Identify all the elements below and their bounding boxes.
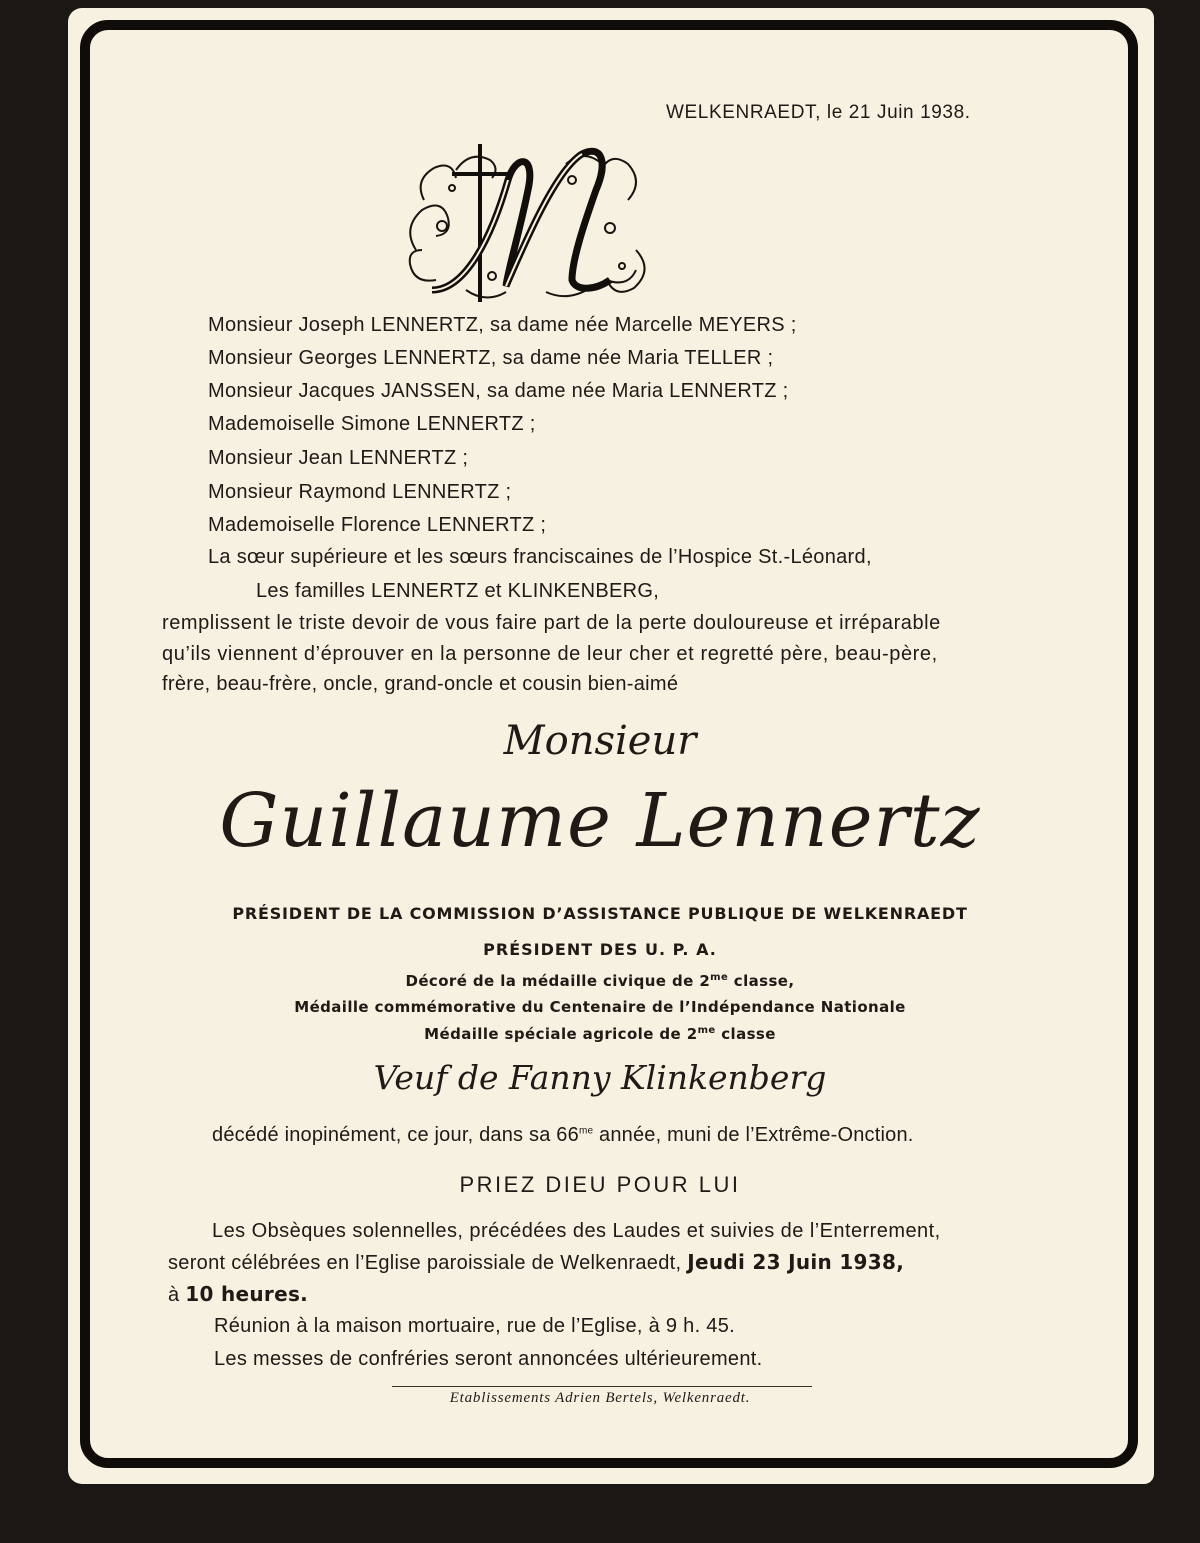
funeral-line-1: Les Obsèques solennelles, précédées des Laudes et suivies de l’Enterrement, xyxy=(212,1220,941,1242)
medal-agricole: Médaille spéciale agricole de $2^{me}$ classe xyxy=(424,1025,776,1043)
prayer-line: PRIEZ DIEU POUR LUI xyxy=(459,1172,741,1197)
printer-credit: Etablissements Adrien Bertels, Welkenraedt. xyxy=(449,1390,751,1406)
family-line-7: Mademoiselle Florence LENNERTZ ; xyxy=(208,514,547,536)
deceased-name: Guillaume Lennertz xyxy=(219,778,981,864)
death-line: décédé inopinément, ce jour, dans sa $66^{me}$ année, muni de l’Extrême-Onction. xyxy=(212,1124,914,1146)
title-president-commission: PRÉSIDENT DE LA COMMISSION D’ASSISTANCE PUBLIQUE DE WELKENRAEDT xyxy=(232,904,968,923)
medal-civique: Décoré de la médaille civique de $2^{me}$ classe, xyxy=(405,972,795,990)
funeral-line-4: Réunion à la maison mortuaire, rue de l’Eglise, à 9 h. 45. xyxy=(214,1315,736,1337)
body-line-3: frère, beau-frère, oncle, grand-oncle et cousin bien-aimé xyxy=(162,673,679,695)
title-president-upa: PRÉSIDENT DES U. P. A. xyxy=(483,940,717,959)
family-line-6: Monsieur Raymond LENNERTZ ; xyxy=(208,481,512,503)
family-line-9: Les familles LENNERTZ et KLINKENBERG, xyxy=(256,580,660,602)
honorific: Monsieur xyxy=(503,718,697,764)
family-line-3: Monsieur Jacques JANSSEN, sa dame née Maria LENNERTZ ; xyxy=(208,380,789,402)
date-line: WELKENRAEDT, le 21 Juin 1938. xyxy=(666,102,971,123)
body-line-1: remplissent le triste devoir de vous faire part de la perte douloureuse et irréparable xyxy=(162,612,941,634)
family-line-8: La sœur supérieure et les sœurs franciscaines de l’Hospice St.-Léonard, xyxy=(208,546,872,568)
family-line-1: Monsieur Joseph LENNERTZ, sa dame née Marcelle MEYERS ; xyxy=(208,314,797,336)
divider-rule xyxy=(392,1386,812,1387)
funeral-line-3: à 10 heures. xyxy=(168,1282,309,1306)
funeral-line-2: seront célébrées en l’Eglise paroissiale de Welkenraedt, Jeudi 23 Juin 1938, xyxy=(168,1250,905,1274)
family-line-5: Monsieur Jean LENNERTZ ; xyxy=(208,447,469,469)
family-line-4: Mademoiselle Simone LENNERTZ ; xyxy=(208,413,536,435)
medal-commemorative: Médaille commémorative du Centenaire de l’Indépendance Nationale xyxy=(294,998,906,1016)
family-line-2: Monsieur Georges LENNERTZ, sa dame née Maria TELLER ; xyxy=(208,347,774,369)
body-line-2: qu’ils viennent d’éprouver en la personne de leur cher et regretté père, beau-père, xyxy=(162,643,938,665)
widower-line: Veuf de Fanny Klinkenberg xyxy=(373,1058,827,1097)
monogram-cross-icon xyxy=(396,140,658,306)
funeral-line-5: Les messes de confréries seront annoncées ultérieurement. xyxy=(214,1348,763,1370)
